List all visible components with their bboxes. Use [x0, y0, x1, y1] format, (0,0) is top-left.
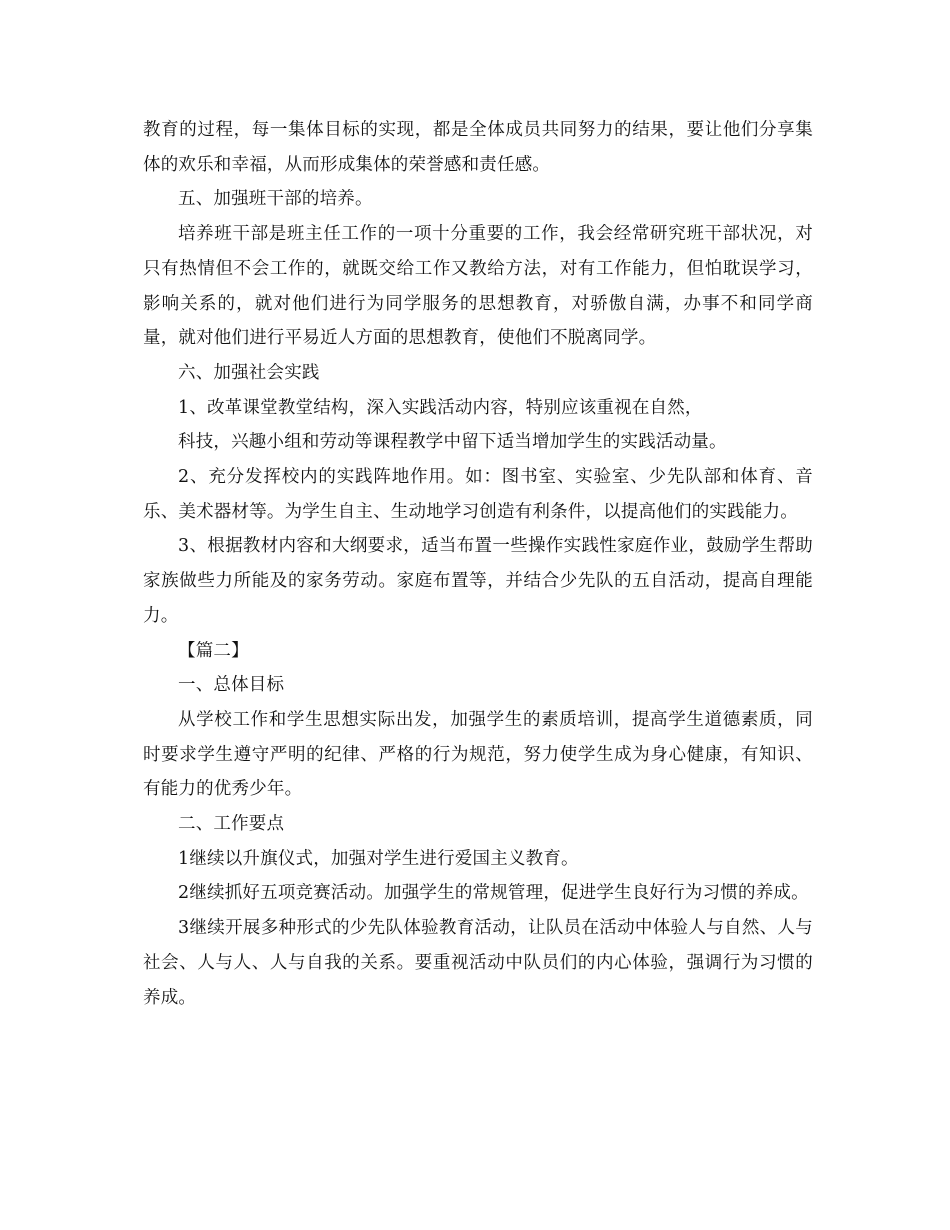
section-heading-five: 五、加强班干部的培养。 — [178, 189, 373, 210]
paragraph-class-cadre: 培养班干部是班主任工作的一项十分重要的工作，我会经常研究班干部状况，对只有热情但不会工作的，就既交给工作又教给方法，对有工作能力，但怕耽误学习，影响关系的，就对他们进行为同学服务的思想教育，对骄傲自满，办事不和同学商量，就对他们进行平易近人方面的思想教育，使他们不脱离同学。 — [143, 224, 813, 349]
section-heading-work-points: 二、工作要点 — [178, 814, 285, 835]
paragraph-overall-goal: 从学校工作和学生思想实际出发，加强学生的素质培训，提高学生道德素质，同时要求学生遵守严明的纪律、严格的行为规范，努力使学生成为身心健康，有知识、有能力的优秀少年。 — [143, 709, 813, 800]
paragraph-continuation: 教育的过程，每一集体目标的实现，都是全体成员共同努力的结果，要让他们分享集体的欢乐和幸福，从而形成集体的荣誉感和责任感。 — [143, 120, 813, 175]
part-two-marker: 【篇二】 — [178, 640, 249, 661]
work-point-2: 2继续抓好五项竞赛活动。加强学生的常规管理，促进学生良好行为习惯的养成。 — [178, 883, 809, 904]
section-heading-overall-goal: 一、总体目标 — [178, 675, 285, 696]
work-point-1: 1继续以升旗仪式，加强对学生进行爱国主义教育。 — [178, 848, 579, 869]
section-heading-six: 六、加强社会实践 — [178, 362, 320, 383]
work-point-3: 3继续开展多种形式的少先队体验教育活动，让队员在活动中体验人与自然、人与社会、人与人、人与自我的关系。要重视活动中队员们的内心体验，强调行为习惯的养成。 — [143, 918, 813, 1008]
list-item-3: 3、根据教材内容和大纲要求，适当布置一些操作实践性家庭作业，鼓励学生帮助家族做些力所能及的家务劳动。家庭布置等，并结合少先队的五自活动，提高自理能力。 — [143, 536, 813, 626]
document-body — [143, 113, 813, 1015]
list-item-2: 2、充分发挥校内的实践阵地作用。如：图书室、实验室、少先队部和体育、音乐、美术器材等。为学生自主、生动地学习创造有利条件，以提高他们的实践能力。 — [143, 467, 813, 522]
list-item-1: 1、改革课堂教堂结构，深入实践活动内容，特别应该重视在自然， — [178, 397, 703, 418]
list-item-1-continued: 科技，兴趣小组和劳动等课程教学中留下适当增加学生的实践活动量。 — [178, 432, 727, 453]
